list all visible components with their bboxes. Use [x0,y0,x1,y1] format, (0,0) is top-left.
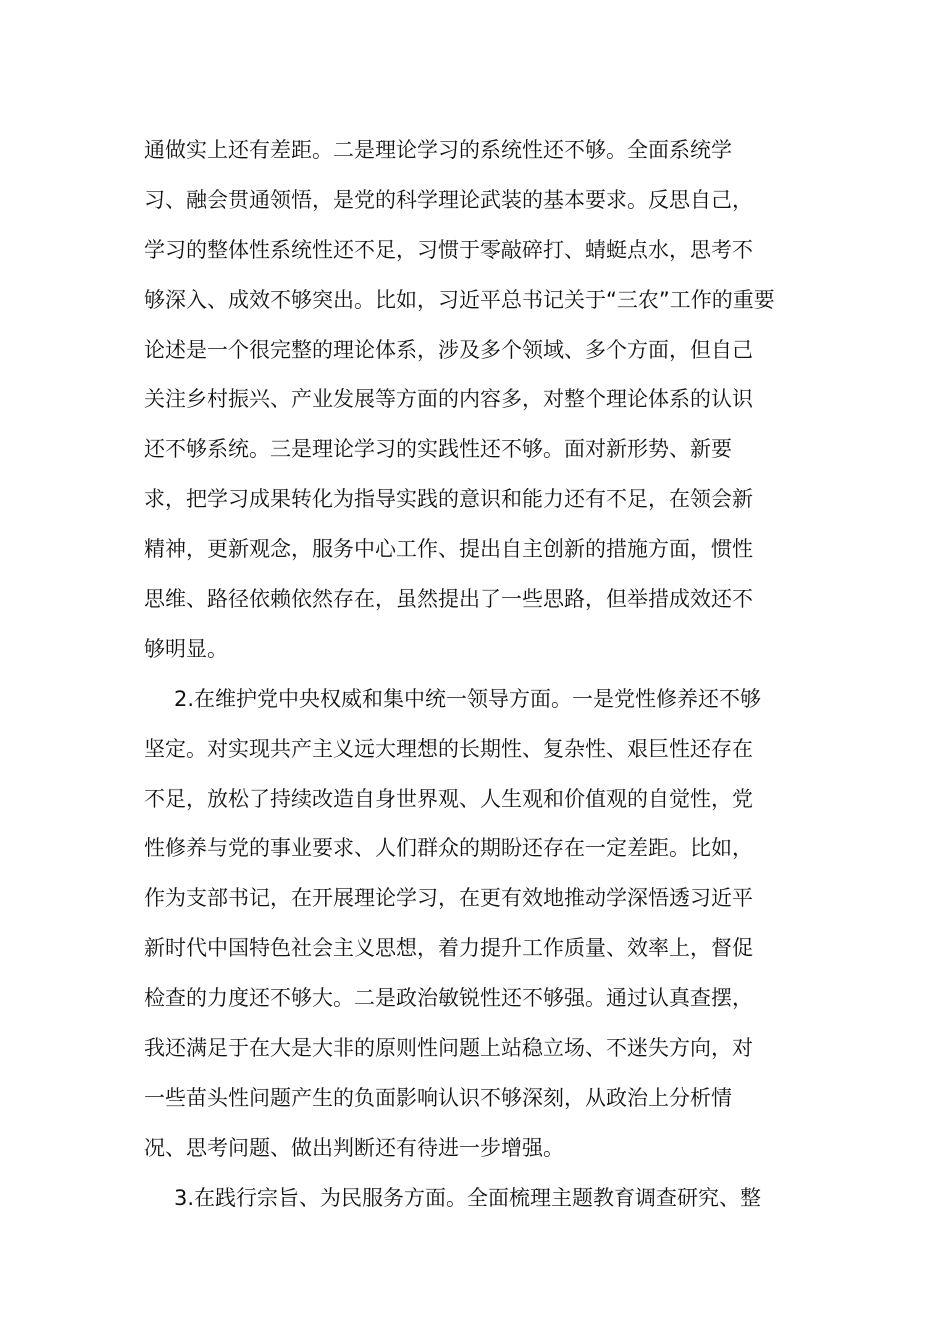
text-line: 性修养与党的事业要求、人们群众的期盼还存在一定差距。比如， [144,836,753,861]
text-line: 一些苗头性问题产生的负面影响认识不够深刻，从政治上分析情 [144,1085,732,1110]
text-line: 作为支部书记，在开展理论学习，在更有效地推动学深悟透习近平 [144,886,753,911]
text-line: 思维、路径依赖依然存在，虽然提出了一些思路，但举措成效还不 [144,587,753,612]
text-line: 求，把学习成果转化为指导实践的意识和能力还有不足，在领会新 [144,487,753,512]
text-line: 不足，放松了持续改造自身世界观、人生观和价值观的自觉性，党 [144,786,753,811]
text-line: 精神，更新观念，服务中心工作、提出自主创新的措施方面，惯性 [144,537,753,562]
body-text [144,126,814,1224]
text-line: 检查的力度还不够大。二是政治敏锐性还不够强。通过认真查摆， [144,986,753,1011]
text-line: 通做实上还有差距。二是理论学习的系统性还不够。全面系统学 [144,138,732,162]
text-line: 还不够系统。三是理论学习的实践性还不够。面对新形势、新要 [144,437,732,462]
text-line: 况、思考问题、做出判断还有待进一步增强。 [144,1135,564,1160]
text-line: 新时代中国特色社会主义思想，着力提升工作质量、效率上，督促 [144,936,753,961]
paragraph-start-line: 2.在维护党中央权威和集中统一领导方面。一是党性修养还不够 [174,686,762,711]
text-line: 坚定。对实现共产主义远大理想的长期性、复杂性、艰巨性还存在 [144,736,753,761]
text-line: 够明显。 [144,636,228,661]
paragraph-start-line: 3.在践行宗旨、为民服务方面。全面梳理主题教育调查研究、整 [174,1185,762,1210]
text-line: 论述是一个很完整的理论体系，涉及多个领域、多个方面，但自己 [144,337,753,362]
text-line: 我还满足于在大是大非的原则性问题上站稳立场、不迷失方向，对 [144,1036,753,1061]
text-line: 够深入、成效不够突出。比如，习近平总书记关于“三农”工作的重要 [144,287,775,312]
text-line: 学习的整体性系统性还不足，习惯于零敲碎打、蜻蜓点水，思考不 [144,237,753,262]
text-line: 习、融会贯通领悟，是党的科学理论武装的基本要求。反思自己， [144,187,753,212]
text-line: 关注乡村振兴、产业发展等方面的内容多，对整个理论体系的认识 [144,387,753,412]
